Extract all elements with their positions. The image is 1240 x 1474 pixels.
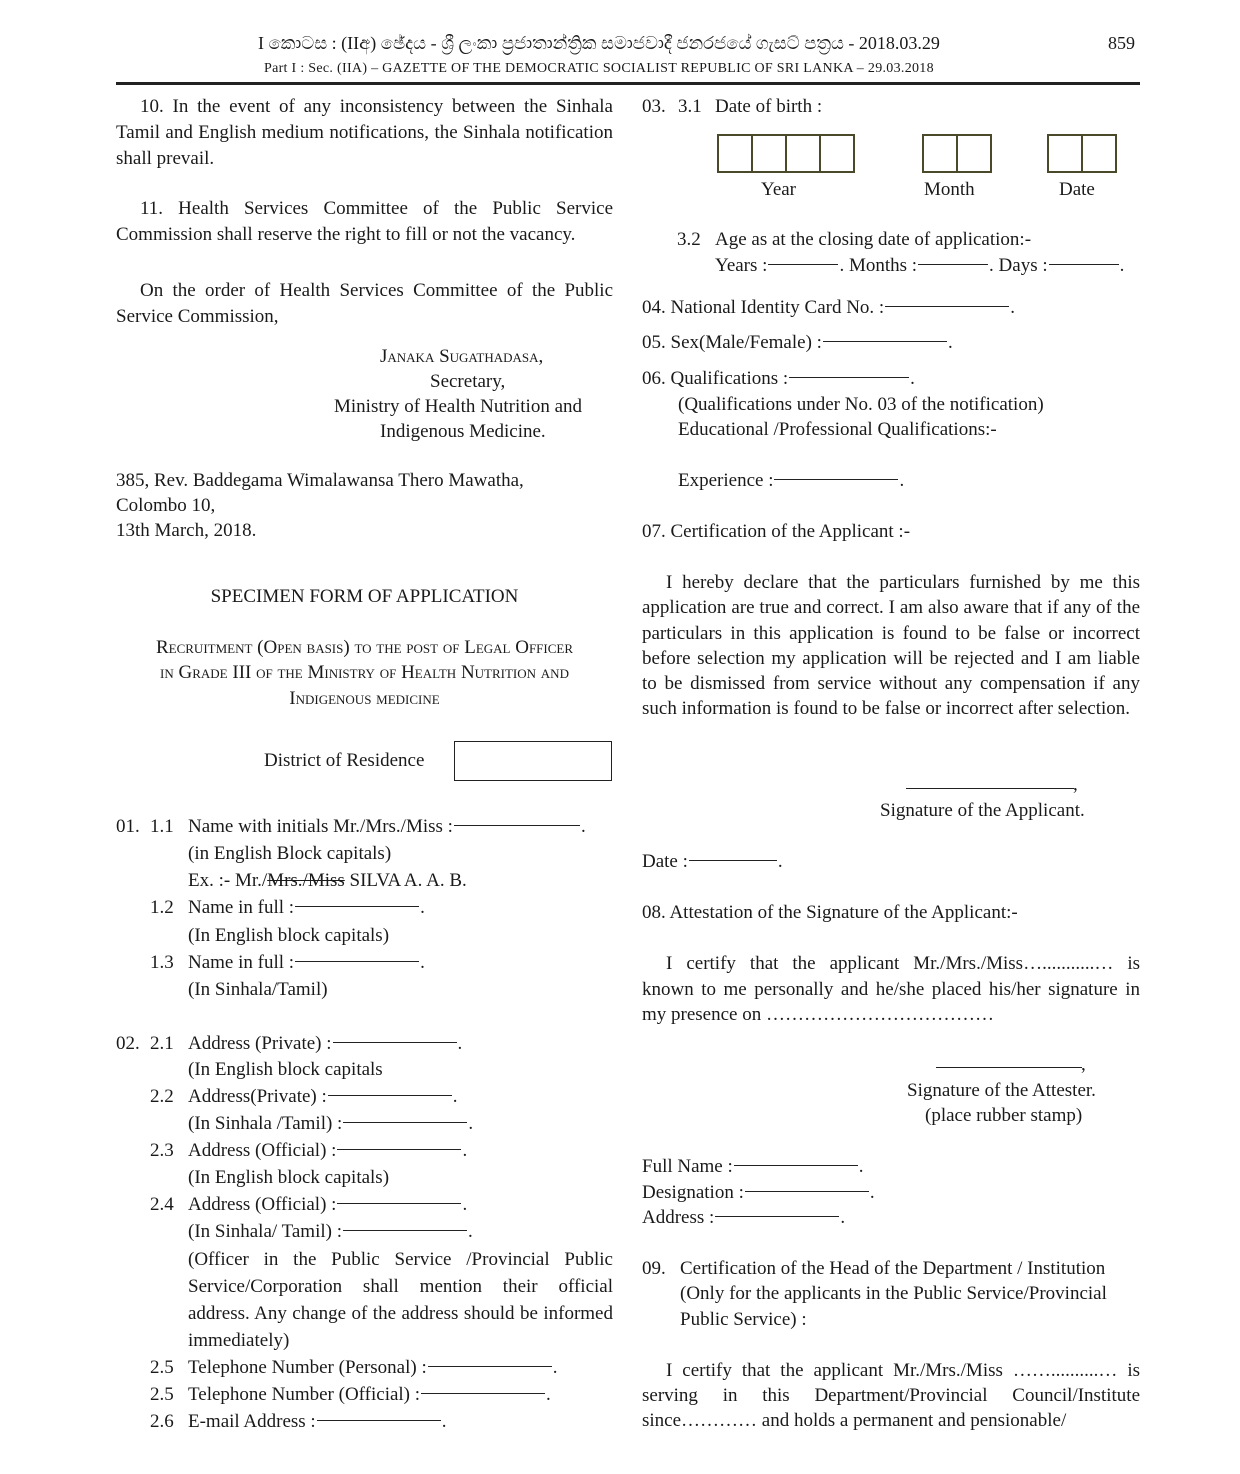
telephone-personal-blank[interactable] <box>428 1366 552 1367</box>
item-2-5b-line <box>188 1382 551 1408</box>
attester-address-line <box>642 1205 845 1231</box>
item-2-6-number: 2.6 <box>150 1411 174 1432</box>
period: . <box>441 1411 447 1432</box>
dob-month-boxes[interactable] <box>922 134 992 173</box>
rubber-stamp-note: (place rubber stamp) <box>925 1105 1083 1126</box>
address-official-sinhala-blank[interactable] <box>343 1230 467 1231</box>
item-09-line-2: (Only for the applicants in the Public Service/Provincial <box>680 1283 1107 1304</box>
dob-date-digit[interactable] <box>1049 136 1083 171</box>
page-number: 859 <box>1108 33 1135 53</box>
period: . <box>869 1182 875 1203</box>
signatory-title: Secretary, <box>430 371 506 392</box>
applicant-signature-line[interactable] <box>906 788 1074 789</box>
dob-date-boxes[interactable] <box>1047 134 1117 173</box>
item-1-1-number: 1.1 <box>150 816 174 837</box>
item-2-2-sub: (In Sinhala /Tamil) : <box>188 1113 343 1134</box>
period: . <box>462 1140 468 1161</box>
dob-year-digit[interactable] <box>821 136 853 171</box>
dob-year-label: Year <box>761 179 797 200</box>
item-06-sub-1: (Qualifications under No. 03 of the notification) <box>678 394 1044 415</box>
item-2-5a-line <box>188 1355 557 1381</box>
item-2-1-line <box>188 1031 462 1057</box>
item-3-1-label: Date of birth : <box>715 96 823 117</box>
date-label: Date : <box>642 851 688 872</box>
item-06-sub-2: Educational /Professional Qualifications:- <box>678 419 997 440</box>
name-in-full-english-blank[interactable] <box>295 906 419 907</box>
item-2-4-sub-line <box>188 1219 473 1245</box>
item-09-line-1: Certification of the Head of the Department / Institution <box>680 1258 1106 1279</box>
recruitment-line-3: Indigenous medicine <box>289 688 440 709</box>
nic-number-blank[interactable] <box>885 306 1009 307</box>
period: . <box>552 1357 558 1378</box>
years-blank[interactable] <box>768 264 838 265</box>
item-2-4-note: (Officer in the Public Service /Provincial Public Service/Corporation shall mention their official address. Any change of the address should be informed immediately) <box>188 1249 613 1351</box>
item-2-4-number: 2.4 <box>150 1194 174 1215</box>
designation-label: Designation : <box>642 1182 744 1203</box>
period: . <box>947 332 953 353</box>
telephone-official-blank[interactable] <box>421 1393 545 1394</box>
district-label: District of Residence <box>264 750 425 771</box>
item-2-2-number: 2.2 <box>150 1086 174 1107</box>
attester-designation-blank[interactable] <box>745 1191 869 1192</box>
item-2-4-label: Address (Official) : <box>188 1194 337 1215</box>
days-blank[interactable] <box>1049 264 1119 265</box>
item-3-2-number: 3.2 <box>677 229 701 250</box>
applicant-signature-label: Signature of the Applicant. <box>880 800 1085 821</box>
example-suffix: SILVA A. A. B. <box>344 870 467 891</box>
item-1-2-number: 1.2 <box>150 897 174 918</box>
period: . <box>420 897 425 918</box>
item-07-declaration: I hereby declare that the particulars furnished by me this application are true and correct. I am also aware that if any of the particulars in this application is found to be false or incorrect before selection my application will be rejected and I am liable to be dismissed from service without any compensation if any such information is found to be false or incorrect after selection. <box>642 572 1140 720</box>
item-1-3-number: 1.3 <box>150 952 174 973</box>
item-06-line <box>642 366 915 392</box>
item-1-3-sub: (In Sinhala/Tamil) <box>188 979 328 1000</box>
period: . <box>457 1033 463 1054</box>
dob-year-boxes[interactable] <box>717 134 855 173</box>
dob-year-digit[interactable] <box>787 136 821 171</box>
item-3-2-label: Age as at the closing date of application:- <box>715 229 1032 250</box>
example-strikethrough: Mrs./Miss <box>267 870 345 891</box>
full-name-line <box>642 1154 864 1180</box>
item-1-2-line <box>188 895 425 921</box>
recruitment-line-1: Recruitment (Open basis) to the post of Legal Officer <box>155 637 574 658</box>
item-2-3-sub: (In English block capitals) <box>188 1167 390 1188</box>
address-private-english-blank[interactable] <box>333 1042 457 1043</box>
district-of-residence-box[interactable] <box>454 741 612 781</box>
header-rule <box>116 82 1140 85</box>
dob-date-digit[interactable] <box>1083 136 1115 171</box>
experience-label: Experience : <box>678 470 774 491</box>
period: . <box>462 1194 468 1215</box>
address-date: 13th March, 2018. <box>116 520 257 541</box>
item-05-line <box>642 330 953 356</box>
dob-month-digit[interactable] <box>958 136 990 171</box>
date-line <box>642 849 783 875</box>
dob-year-digit[interactable] <box>753 136 787 171</box>
name-in-full-sinhala-blank[interactable] <box>295 961 419 962</box>
period: . <box>452 1086 458 1107</box>
dob-date-label: Date <box>1059 179 1095 200</box>
days-label: . Days : <box>989 255 1048 276</box>
period: . <box>777 851 783 872</box>
full-name-label: Full Name : <box>642 1156 733 1177</box>
experience-line <box>678 468 904 494</box>
applicant-signature-comma: , <box>1073 774 1078 795</box>
section-09-number: 09. <box>642 1258 666 1279</box>
section-02-number: 02. <box>116 1033 140 1054</box>
item-06-label: 06. Qualifications : <box>642 368 789 389</box>
dob-year-digit[interactable] <box>719 136 753 171</box>
attester-full-name-blank[interactable] <box>734 1165 858 1166</box>
email-address-blank[interactable] <box>317 1420 441 1421</box>
name-with-initials-blank[interactable] <box>454 825 580 826</box>
item-2-3-label: Address (Official) : <box>188 1140 337 1161</box>
attester-signature-comma: , <box>1081 1054 1086 1075</box>
item-2-1-label: Address (Private) : <box>188 1033 332 1054</box>
years-label: Years : <box>715 255 768 276</box>
address-private-blank[interactable] <box>328 1095 452 1096</box>
qualifications-blank[interactable] <box>789 377 909 378</box>
period: . <box>1119 255 1125 276</box>
period: . <box>910 368 915 389</box>
sex-blank[interactable] <box>823 341 947 342</box>
period: . <box>840 1207 846 1228</box>
address-official-english-blank[interactable] <box>337 1149 461 1150</box>
recruitment-line-2: in Grade III of the Ministry of Health Nutrition and <box>160 662 569 683</box>
item-2-5a-number: 2.5 <box>150 1357 174 1378</box>
attester-address-blank[interactable] <box>715 1216 839 1217</box>
dob-month-digit[interactable] <box>924 136 958 171</box>
item-04-label: 04. National Identity Card No. : <box>642 297 885 318</box>
item-1-1-sub: (in English Block capitals) <box>188 843 392 864</box>
item-08-attestation: I certify that the applicant Mr./Mrs./Miss…...........… is known to me personally and he/she placed his/her signature in my presence on ……………………………… <box>642 953 1140 1025</box>
item-2-4-line <box>188 1192 467 1218</box>
item-2-2-line <box>188 1084 458 1110</box>
designation-line <box>642 1180 875 1206</box>
period: . <box>858 1156 864 1177</box>
period: . <box>420 952 425 973</box>
item-05-label: 05. Sex(Male/Female) : <box>642 332 822 353</box>
example-prefix: Ex. :- Mr./ <box>188 870 268 891</box>
address-official-blank[interactable] <box>337 1203 461 1204</box>
item-2-2-label: Address(Private) : <box>188 1086 327 1107</box>
attester-address-label: Address : <box>642 1207 715 1228</box>
item-1-1-label: Name with initials Mr./Mrs./Miss : <box>188 816 453 837</box>
period: . <box>899 470 905 491</box>
item-2-1-sub: (In English block capitals <box>188 1059 383 1080</box>
item-07-label: 07. Certification of the Applicant :- <box>642 521 911 542</box>
date-blank[interactable] <box>689 860 777 861</box>
header-sinhala-line: I කොටස : (IIඅ) ඡේදය - ශ්‍රී ලංකා ප්‍රජාතාන්ත්‍රික සමාජවාදී ජනරජයේ ගැසට් පත්‍රය - 2018.03.29 <box>258 33 940 53</box>
attester-signature-label: Signature of the Attester. <box>907 1080 1096 1101</box>
dob-month-label: Month <box>924 179 975 200</box>
months-blank[interactable] <box>918 264 988 265</box>
paragraph-10: 10. In the event of any inconsistency between the Sinhala Tamil and English medium notifications, the Sinhala notification shall prevail. <box>116 96 613 169</box>
item-2-5a-label: Telephone Number (Personal) : <box>188 1357 427 1378</box>
item-08-label: 08. Attestation of the Signature of the Applicant:- <box>642 902 1018 923</box>
item-1-2-label: Name in full : <box>188 897 295 918</box>
attester-signature-line[interactable] <box>936 1067 1082 1068</box>
item-2-5b-label: Telephone Number (Official) : <box>188 1384 421 1405</box>
item-2-3-number: 2.3 <box>150 1140 174 1161</box>
period: . <box>580 816 586 837</box>
item-2-4-sub: (In Sinhala/ Tamil) : <box>188 1221 342 1242</box>
address-line-2: Colombo 10, <box>116 495 216 516</box>
signatory-ministry-1: Ministry of Health Nutrition and <box>334 396 583 417</box>
item-2-6-label: E-mail Address : <box>188 1411 316 1432</box>
period: . <box>1010 297 1015 318</box>
item-2-2-sub-line <box>188 1111 473 1137</box>
item-1-1-line <box>188 814 586 840</box>
item-2-3-line <box>188 1138 467 1164</box>
item-1-2-sub: (In English block capitals) <box>188 925 390 946</box>
section-03-number: 03. <box>642 96 666 117</box>
header-english-line: Part I : Sec. (IIA) – GAZETTE OF THE DEMOCRATIC SOCIALIST REPUBLIC OF SRI LANKA – 29.03.2018 <box>264 61 934 76</box>
period: . <box>546 1384 551 1405</box>
item-04-line <box>642 295 1015 321</box>
paragraph-11: 11. Health Services Committee of the Public Service Commission shall reserve the right to fill or not the vacancy. <box>116 198 613 245</box>
item-09-certification: I certify that the applicant Mr./Mrs./Miss ……..........… is serving in this Department/Provincial Council/Institute since………… and holds a permanent and pensionable/ <box>642 1360 1140 1431</box>
item-09-line-3: Public Service) : <box>680 1309 807 1330</box>
period: . <box>468 1221 473 1242</box>
age-line <box>715 253 1124 279</box>
section-01-number: 01. <box>116 816 140 837</box>
signatory-name: Janaka Sugathadasa, <box>380 346 544 367</box>
item-2-6-line <box>188 1409 446 1435</box>
order-statement: On the order of Health Services Committee of the Public Service Commission, <box>116 280 613 327</box>
item-3-1-number: 3.1 <box>678 96 702 117</box>
signatory-ministry-2: Indigenous Medicine. <box>380 421 546 442</box>
item-2-5b-number: 2.5 <box>150 1384 174 1405</box>
form-title: SPECIMEN FORM OF APPLICATION <box>210 586 519 607</box>
item-1-1-example <box>188 868 467 894</box>
item-2-1-number: 2.1 <box>150 1033 174 1054</box>
address-private-sinhala-blank[interactable] <box>343 1122 467 1123</box>
experience-blank[interactable] <box>774 479 898 480</box>
item-1-3-label: Name in full : <box>188 952 295 973</box>
months-label: . Months : <box>839 255 918 276</box>
item-1-3-line <box>188 950 425 976</box>
period: . <box>468 1113 474 1134</box>
address-line-1: 385, Rev. Baddegama Wimalawansa Thero Mawatha, <box>116 470 524 491</box>
